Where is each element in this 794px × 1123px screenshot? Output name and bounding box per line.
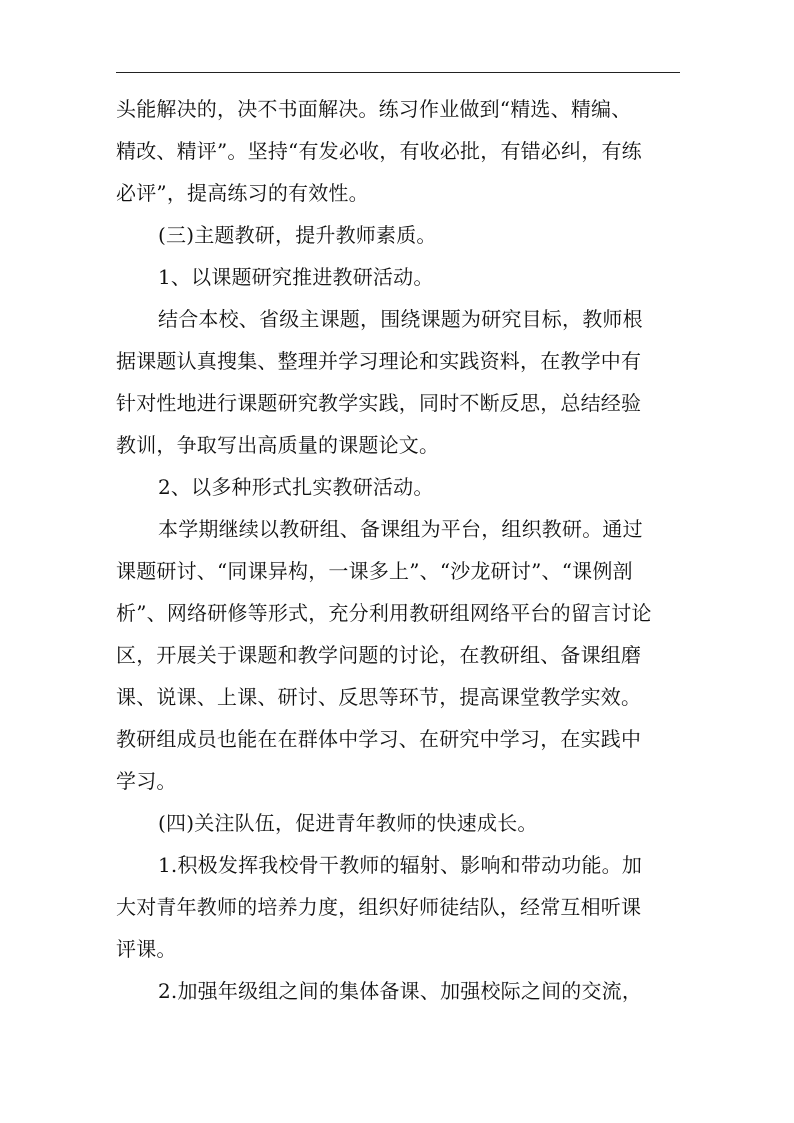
text-line: 1.积极发挥我校骨干教师的辐射、影响和带动功能。加	[158, 853, 643, 877]
text-line: 结合本校、省级主课题，围绕课题为研究目标，教师根	[158, 307, 643, 331]
document-body	[116, 88, 686, 1012]
text-line: 教研组成员也能在在群体中学习、在研究中学习，在实践中	[116, 727, 642, 751]
text-line: 教训，争取写出高质量的课题论文。	[116, 433, 440, 457]
text-line: 2.加强年级组之间的集体备课、加强校际之间的交流，	[158, 979, 643, 1003]
text-line: 评课。	[116, 937, 177, 961]
header-rule	[116, 72, 680, 73]
text-line: 本学期继续以教研组、备课组为平台，组织教研。通过	[158, 517, 643, 541]
text-line: 大对青年教师的培养力度，组织好师徒结队，经常互相听课	[116, 895, 642, 919]
subheading-2: 2、以多种形式扎实教研活动。	[158, 475, 434, 499]
text-line: 课题研讨、“同课异构，一课多上”、“沙龙研讨”、“课例剖	[116, 559, 633, 583]
text-line: 学习。	[116, 769, 177, 793]
text-line: 析”、网络研修等形式，充分利用教研组网络平台的留言讨论	[116, 601, 652, 625]
text-line: 课、说课、上课、研讨、反思等环节，提高课堂教学实效。	[116, 685, 642, 709]
section-heading-4: (四)关注队伍，促进青年教师的快速成长。	[158, 811, 538, 835]
text-line: 头能解决的，决不书面解决。练习作业做到“精选、精编、	[116, 97, 632, 121]
section-heading-3: (三)主题教研，提升教师素质。	[158, 223, 437, 247]
text-line: 精改、精评”。坚持“有发必收，有收必批，有错必纠，有练	[116, 139, 642, 163]
text-line: 针对性地进行课题研究教学实践，同时不断反思，总结经验	[116, 391, 642, 415]
text-line: 必评”，提高练习的有效性。	[116, 181, 369, 205]
text-line: 据课题认真搜集、整理并学习理论和实践资料，在教学中有	[116, 349, 642, 373]
text-line: 区，开展关于课题和教学问题的讨论，在教研组、备课组磨	[116, 643, 642, 667]
subheading-1: 1、以课题研究推进教研活动。	[158, 265, 434, 289]
